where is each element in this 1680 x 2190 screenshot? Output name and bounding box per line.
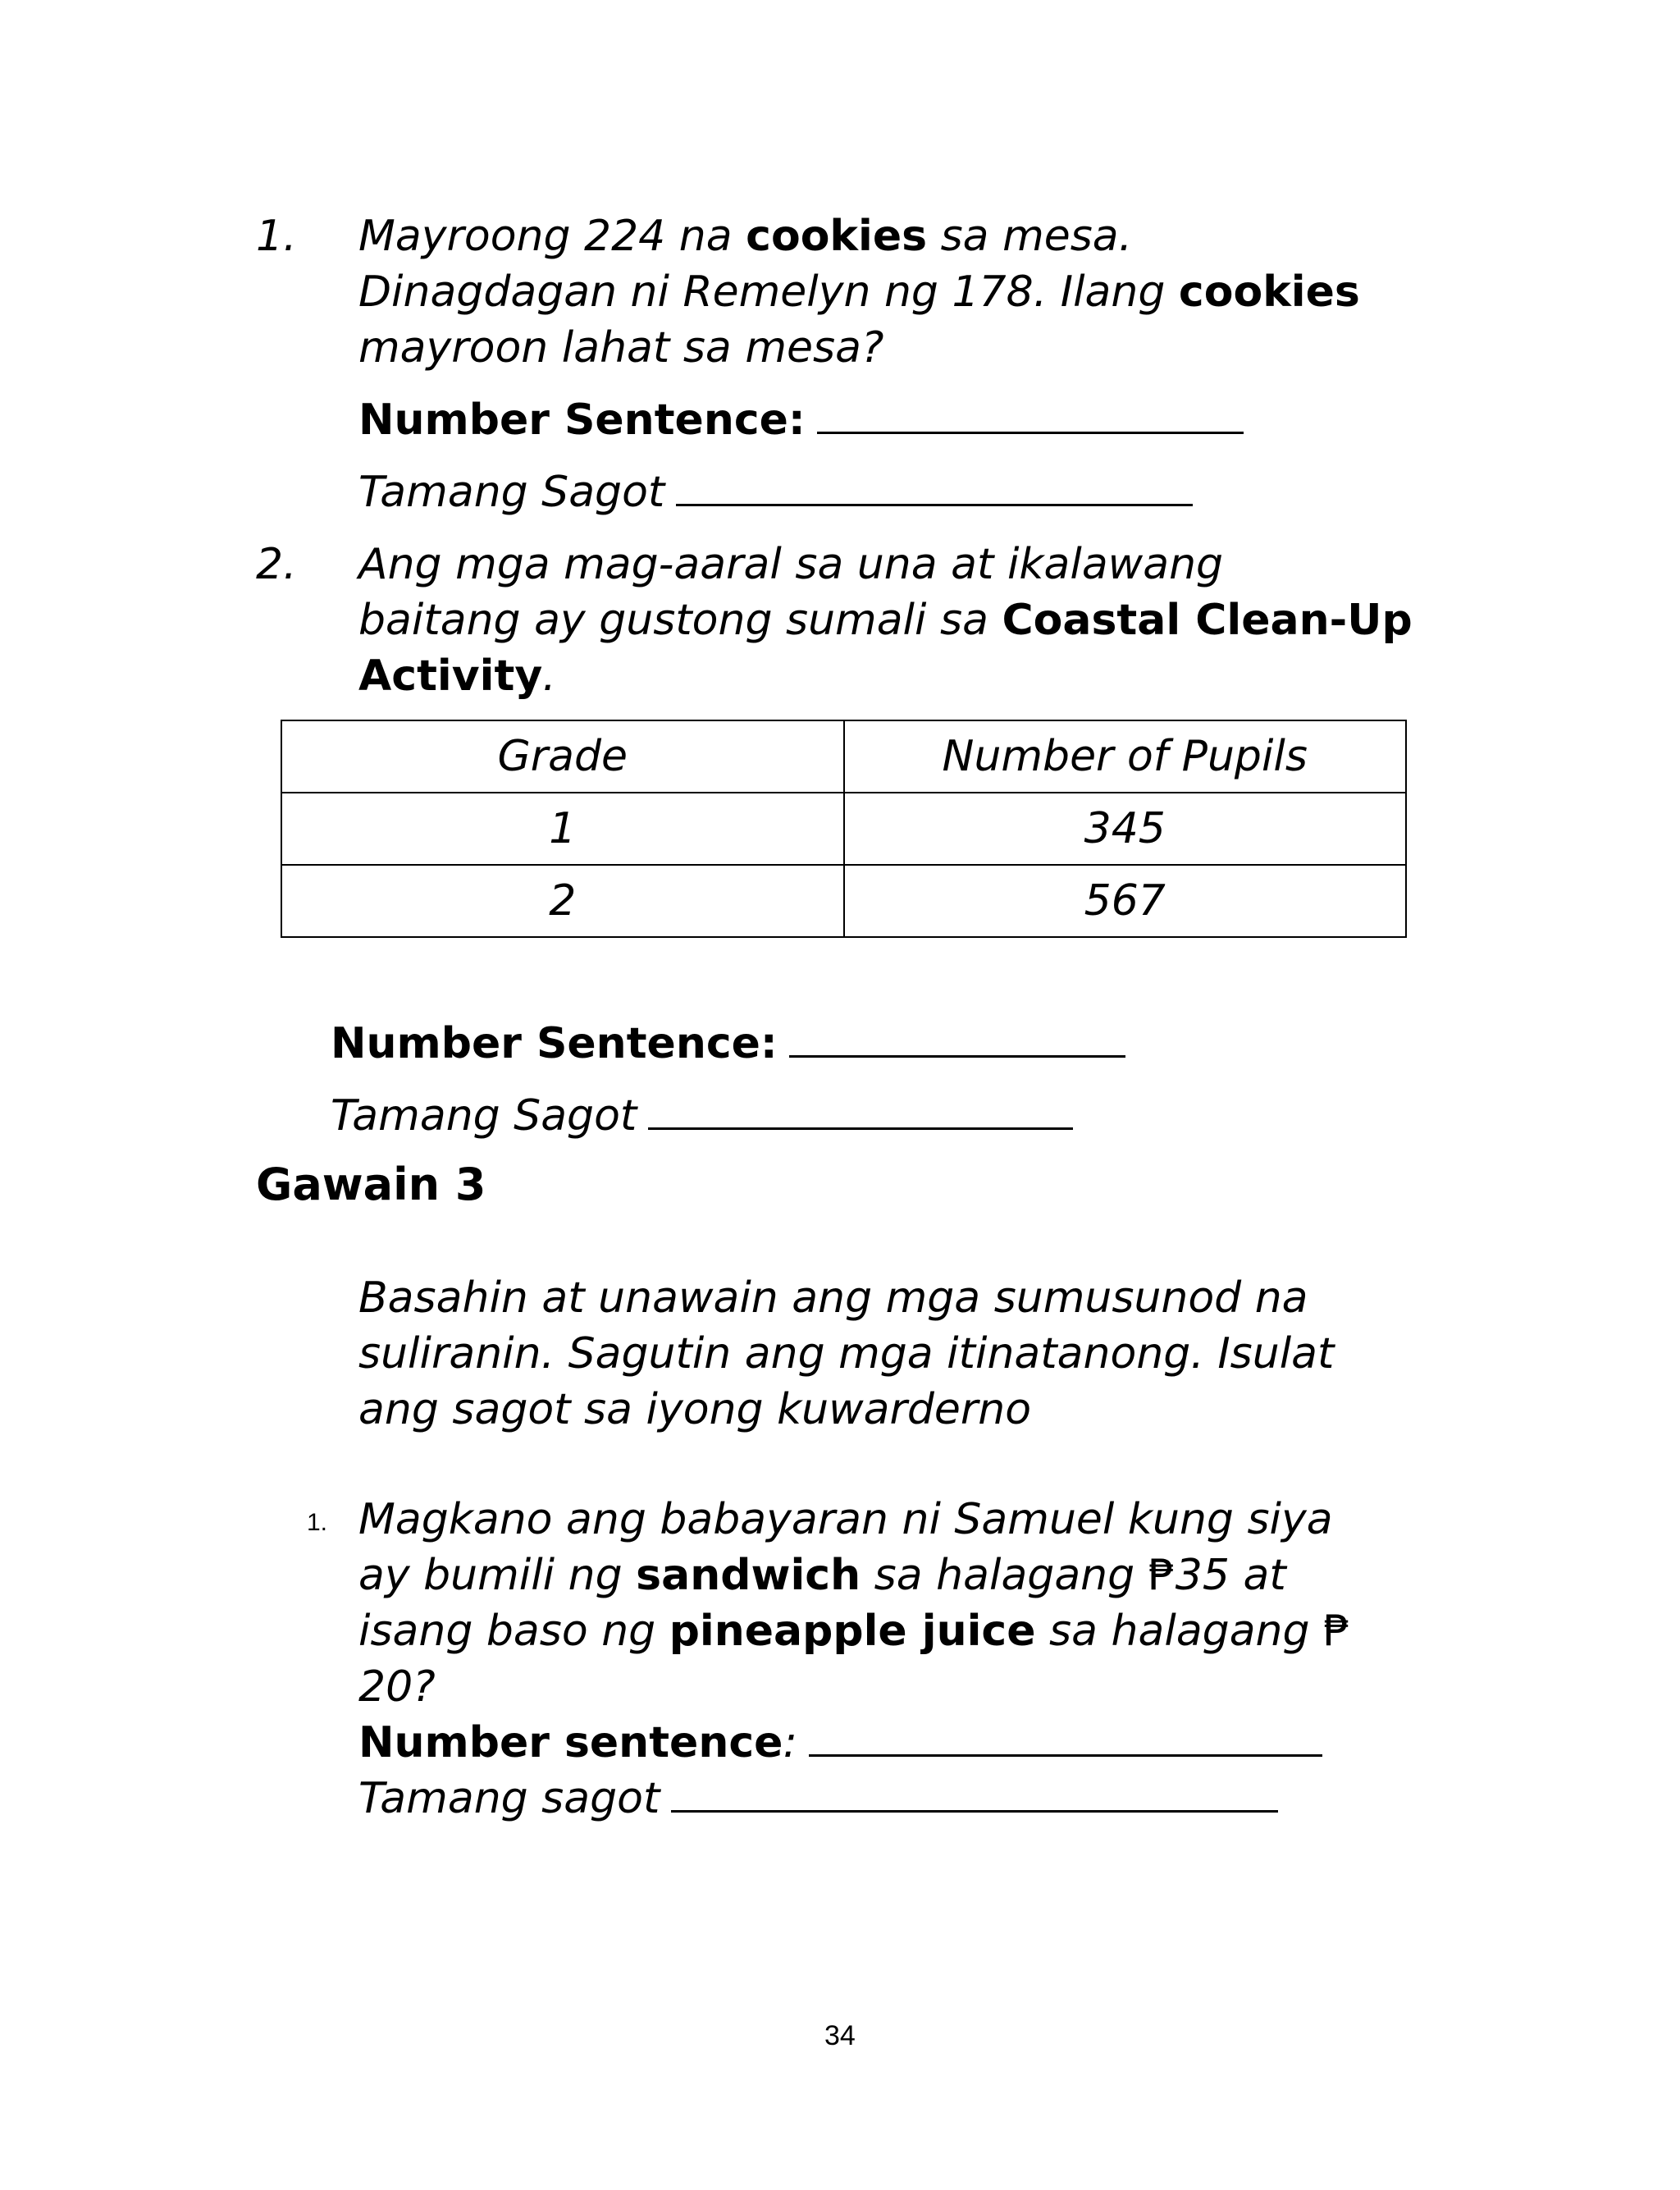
- item-1-line-1: Mayroong 224 na cookies sa mesa.: [358, 212, 1133, 261]
- number-sentence-blank[interactable]: [789, 1016, 1125, 1058]
- gawain-item-1-line-4: 20?: [358, 1662, 436, 1712]
- table-cell-grade: 1: [281, 793, 844, 865]
- instruction-line-1: Basahin at unawain ang mga sumusunod na: [358, 1273, 1308, 1323]
- peso-icon: ₱: [1323, 1607, 1351, 1656]
- table-cell-pupils: 345: [844, 793, 1407, 865]
- item-2-line-1: Ang mga mag-aaral sa una at ikalawang: [358, 540, 1224, 589]
- table-cell-pupils: 567: [844, 865, 1407, 937]
- pupils-table: [281, 720, 1407, 938]
- tamang-sagot-blank[interactable]: [648, 1088, 1073, 1130]
- item-1-line-3: mayroon lahat sa mesa?: [358, 323, 884, 373]
- item-1-number: 1.: [256, 212, 297, 261]
- gawain-item-1-line-2: ay bumili ng sandwich sa halagang ₱35 at: [358, 1551, 1286, 1600]
- table-row: [281, 865, 1406, 937]
- tamang-sagot-label: Tamang Sagot: [358, 468, 665, 517]
- tamang-sagot-blank[interactable]: [671, 1771, 1278, 1813]
- tamang-sagot-blank[interactable]: [676, 464, 1193, 506]
- number-sentence-label: Number Sentence:: [331, 1019, 778, 1068]
- tamang-sagot-label: Tamang Sagot: [331, 1091, 637, 1141]
- table-header-row: [281, 720, 1406, 793]
- number-sentence-label: Number Sentence:: [358, 395, 806, 445]
- item-1-line-2: Dinagdagan ni Remelyn ng 178. Ilang cookies: [358, 267, 1360, 317]
- table-row: [281, 793, 1406, 865]
- item-2-tamang-sagot: [331, 1088, 1073, 1144]
- item-1-tamang-sagot: [358, 464, 1193, 520]
- table-cell-grade: 2: [281, 865, 844, 937]
- tamang-sagot-label: Tamang sagot: [358, 1774, 660, 1823]
- instruction-line-3: ang sagot sa iyong kuwarderno: [358, 1385, 1032, 1434]
- item-2-line-3: Activity.: [358, 652, 556, 701]
- item-2-number: 2.: [256, 540, 297, 589]
- item-2-line-2: baitang ay gustong sumali sa Coastal Clean-Up: [358, 596, 1413, 645]
- gawain-3-heading: Gawain 3: [256, 1159, 486, 1210]
- gawain-item-1-line-1: Magkano ang babayaran ni Samuel kung siya: [358, 1495, 1333, 1544]
- table-header-pupils: Number of Pupils: [844, 720, 1407, 793]
- table-header-grade: Grade: [281, 720, 844, 793]
- page-number: 34: [824, 2020, 856, 2051]
- gawain-item-1-number: 1.: [307, 1509, 328, 1536]
- number-sentence-label: Number sentence: [358, 1718, 783, 1767]
- number-sentence-blank[interactable]: [817, 392, 1244, 434]
- gawain-item-1-line-3: isang baso ng pineapple juice sa halagang ₱: [358, 1607, 1351, 1656]
- gawain-item-1-number-sentence: Number sentence:: [358, 1715, 1322, 1771]
- instruction-line-2: suliranin. Sagutin ang mga itinatanong. Isulat: [358, 1329, 1335, 1378]
- gawain-item-1-tamang-sagot: [358, 1771, 1278, 1827]
- item-2-number-sentence: [331, 1016, 1125, 1072]
- peso-icon: ₱: [1148, 1551, 1176, 1600]
- number-sentence-blank[interactable]: [809, 1715, 1322, 1757]
- item-1-number-sentence: [358, 392, 1244, 448]
